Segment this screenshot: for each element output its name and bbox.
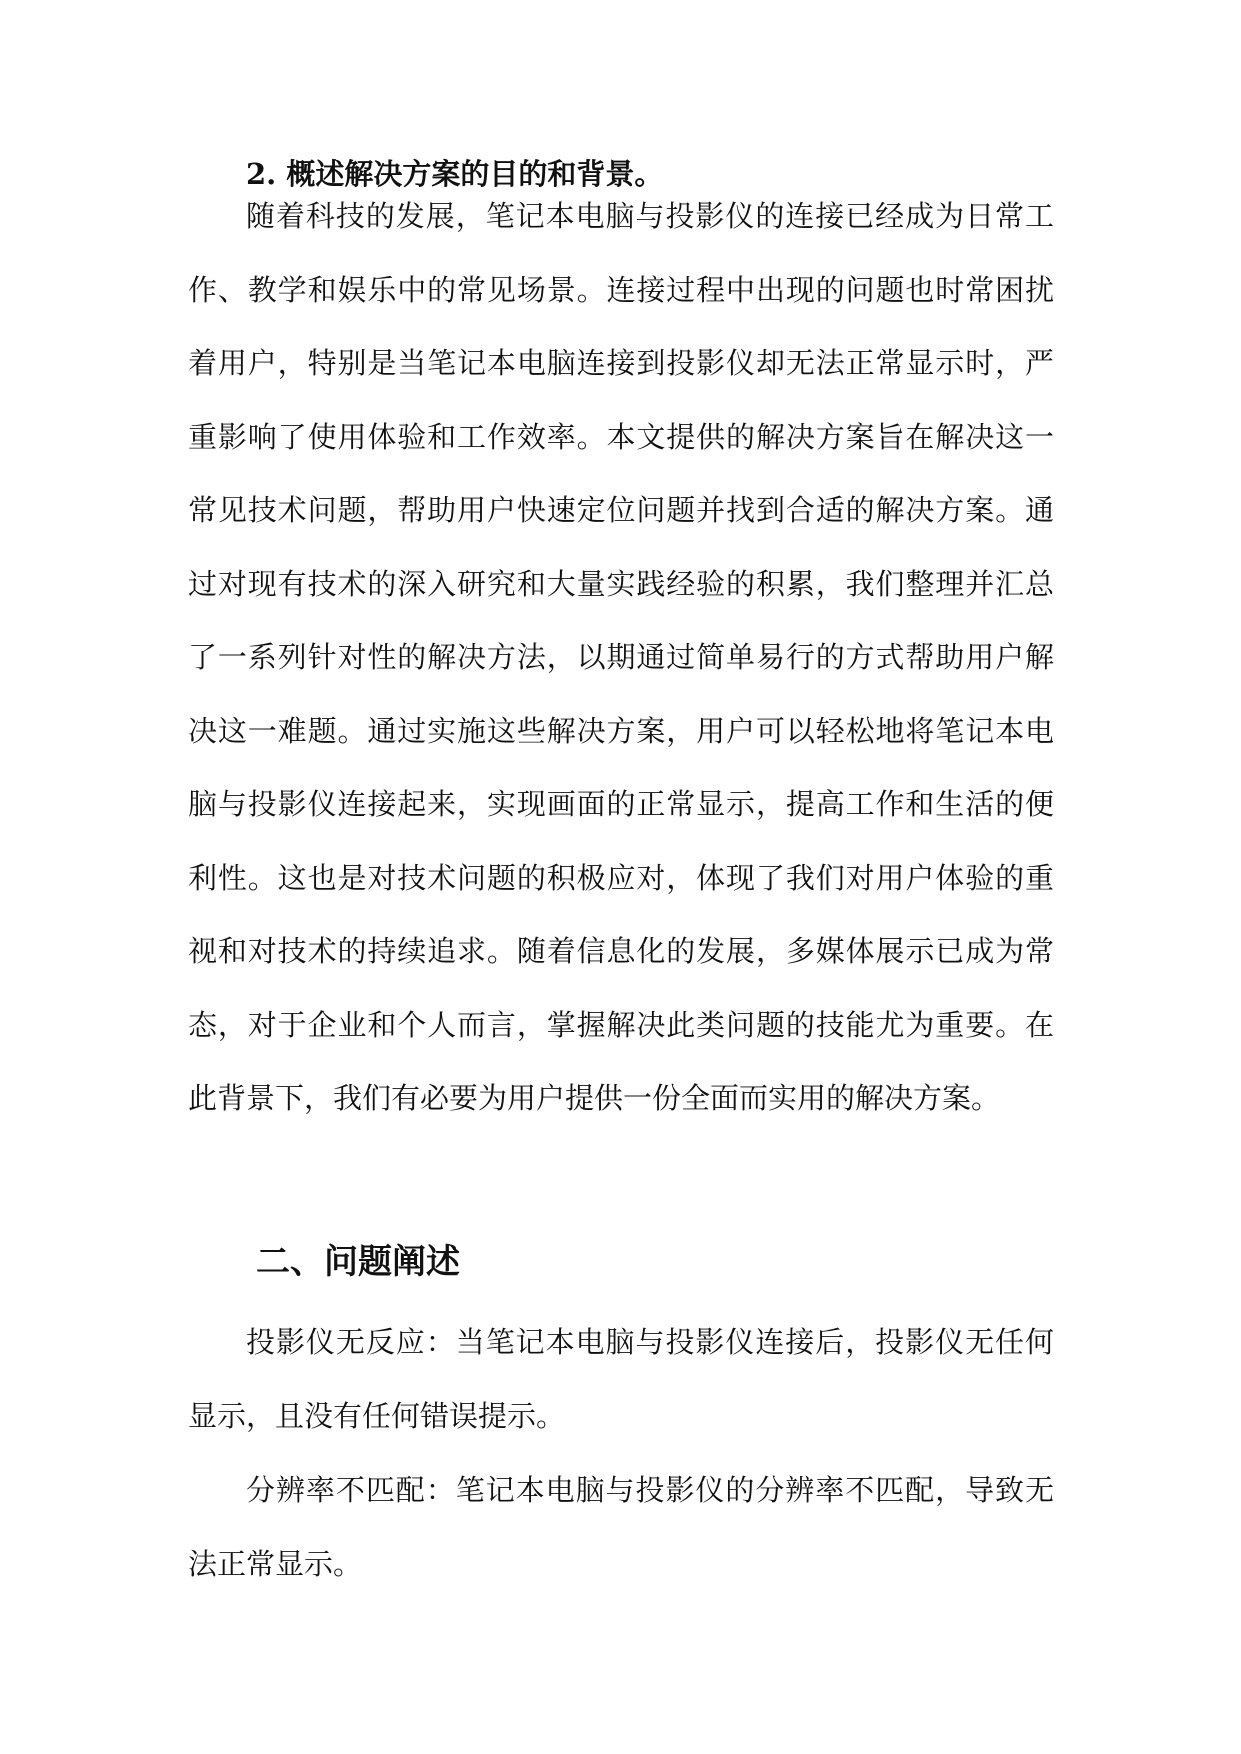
paragraph-background: 随着科技的发展，笔记本电脑与投影仪的连接已经成为日常工作、教学和娱乐中的常见场景。连接过程中出现的问题也时常困扰着用户，特别是当笔记本电脑连接到投影仪却无法正常显示时，严重影响了使用体验和工作效率。本文提供的解决方案旨在解决这一常见技术问题，帮助用户快速定位问题并找到合适的解决方案。通过对现有技术的深入研究和大量实践经验的积累，我们整理并汇总了一系列针对性的解决方法，以期通过简单易行的方式帮助用户解决这一难题。通过实施这些解决方案，用户可以轻松地将笔记本电脑与投影仪连接起来，实现画面的正常显示，提高工作和生活的便利性。这也是对技术问题的积极应对，体现了我们对用户体验的重视和对技术的持续追求。随着信息化的发展，多媒体展示已成为常态，对于企业和个人而言，掌握解决此类问题的技能尤为重要。在此背景下，我们有必要为用户提供一份全面而实用的解决方案。 <box>188 199 1054 1115</box>
paragraph-issue-no-response: 投影仪无反应：当笔记本电脑与投影仪连接后，投影仪无任何显示，且没有任何错误提示。 <box>188 1325 1054 1433</box>
section-heading-problem-statement: 二、问题阐述 <box>256 1242 460 1282</box>
subheading-purpose-background: 2. 概述解决方案的目的和背景。 <box>246 157 664 191</box>
paragraph-issue-resolution-mismatch: 分辨率不匹配：笔记本电脑与投影仪的分辨率不匹配，导致无法正常显示。 <box>188 1473 1054 1581</box>
